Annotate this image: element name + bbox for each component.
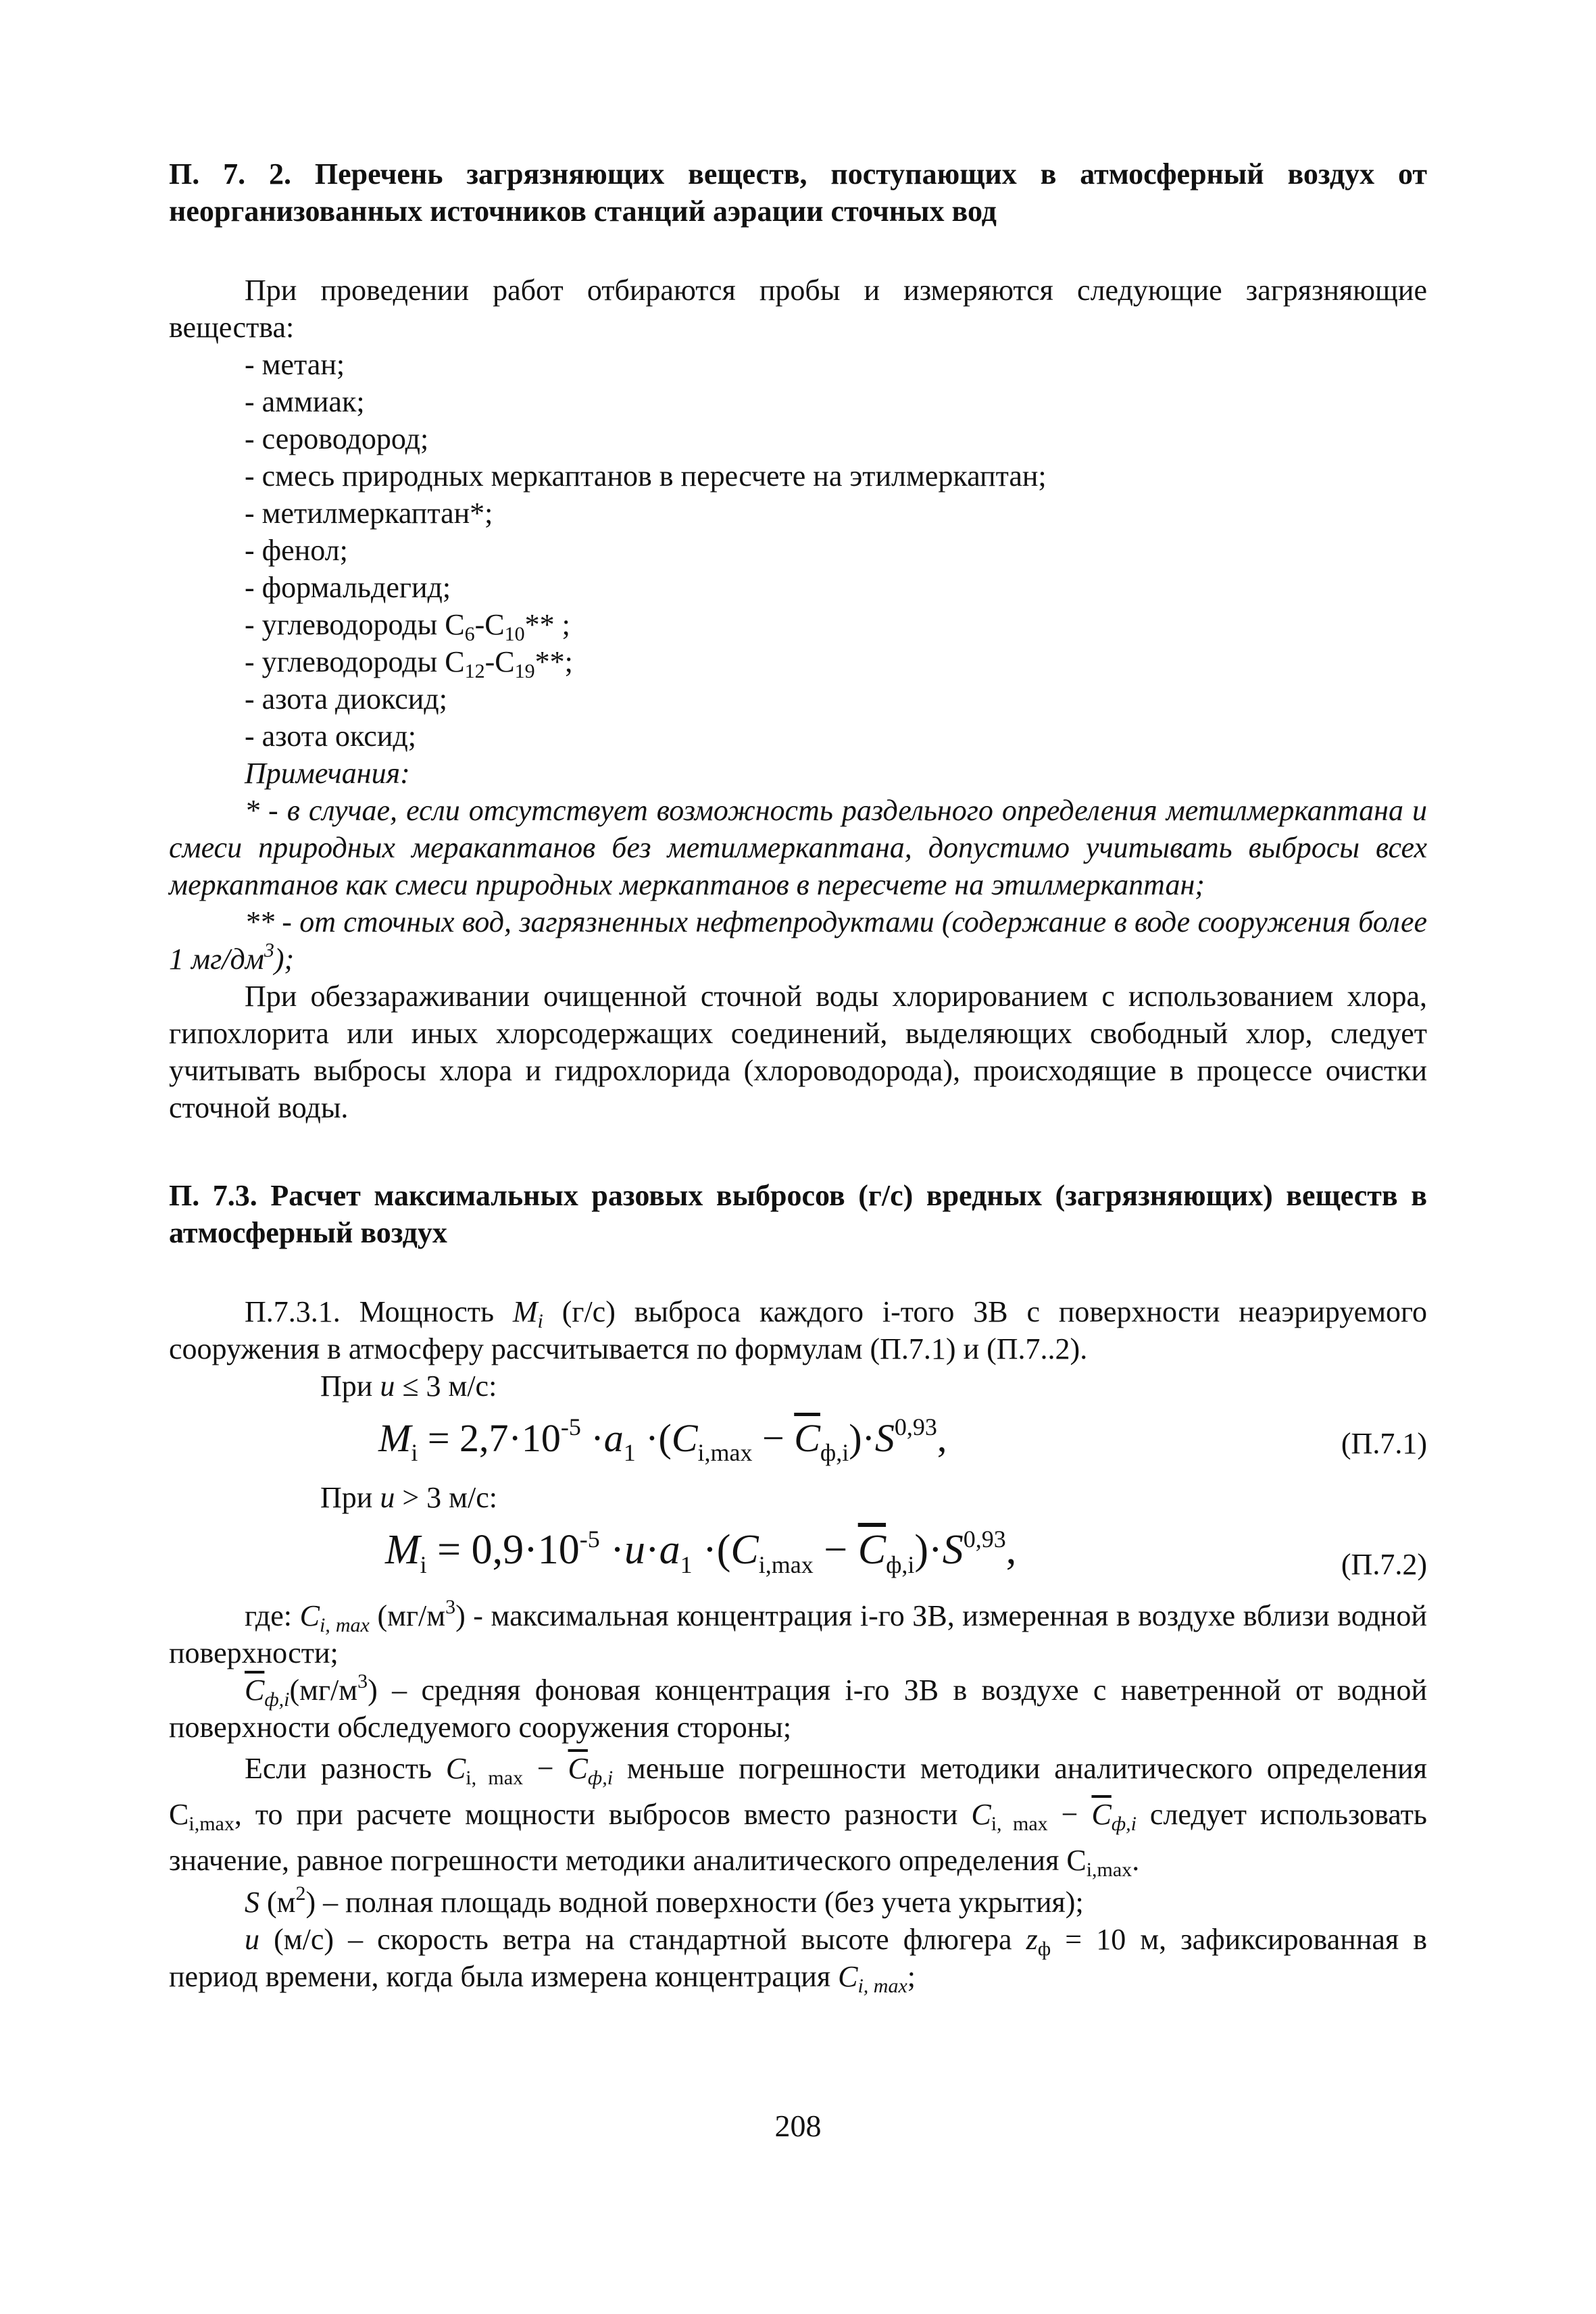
list-item: - фенол; [245, 534, 348, 567]
list-item-hydrocarbons-c6-c10: - углеводороды $С_6-С_{10}**$ ; [245, 608, 570, 645]
formula-7-1-expression: $M_i = 2,7\cdot 10^{-5} \cdot a_1 \cdot(C_{i,max} - \overline{C}_{ф,i})\cdot S^{0,93}$, [378, 1413, 947, 1466]
note-2: ** - от сточных вод, загрязненных нефтепродуктами (содержание в воде сооружения более 1 $мг/дм^3$); [169, 905, 1427, 976]
difference-paragraph: Если разность $C_{i, max} - \overline{C}_{ф,i}$ меньше погрешности методики аналитического определения $С_{i,max}$, то при расчете мощности выбросов вместо разности $C_{i, max} - \overline{C}_{ф,i}$ следует использовать значение, равное погрешности методики аналитического определения $С_{i,max}$. [169, 1752, 1427, 1881]
background-concentration-paragraph: $\overline{C}_{ф,i}(мг/м^3)$ – средняя фоновая концентрация i-го ЗВ в воздухе с наветренной от водной поверхности обследуемого сооружения стороны; [169, 1670, 1427, 1744]
list-item: - метилмеркаптан*; [245, 497, 493, 530]
page-content [169, 155, 1427, 1995]
list-item: - сероводород; [245, 422, 429, 455]
list-item-hydrocarbons-c12-c19: - углеводороды $С_{12}-С_{19}**$; [245, 645, 573, 682]
pollutant-list [169, 346, 1427, 755]
formula-7-1 [169, 1405, 1427, 1479]
chlorine-paragraph: При обеззараживании очищенной сточной воды хлорированием с использованием хлора, гипохлорита или иных хлорсодержащих соединений, выделяющих свободный хлор, следует учитывать выбросы хлора и гидрохлорида (хлороводорода), происходящие в процессе очистки сточной воды. [169, 980, 1427, 1124]
page-number: 208 [774, 2109, 822, 2143]
power-paragraph: П.7.3.1. Мощность $M_i$ (г/с) выброса каждого i-того ЗВ с поверхности неаэрируемого сооружения в атмосферу рассчитывается по формулам (П.7.1) и (П.7..2). [169, 1295, 1427, 1365]
condition-2: При u > 3 м/с: [320, 1481, 497, 1514]
list-item: - смесь природных меркаптанов в пересчете на этилмеркаптан; [245, 459, 1047, 493]
formula-7-2-number: (П.7.2) [1341, 1548, 1427, 1581]
wind-speed-definition: u (м/с) – скорость ветра на стандартной высоте флюгера $z_ф = 10$ м, зафиксированная в период времени, когда была измерена концентрация $C_{i, max}$; [169, 1923, 1427, 1997]
formula-7-2 [169, 1516, 1427, 1597]
formula-7-1-number: (П.7.1) [1341, 1427, 1427, 1460]
list-item: - азота диоксид; [245, 682, 447, 715]
list-item: - формальдегид; [245, 571, 451, 604]
list-item: - метан; [245, 348, 345, 381]
area-definition: S $(м^2)$ – полная площадь водной поверхности (без учета укрытия); [245, 1882, 1084, 1919]
notes-heading: Примечания: [245, 757, 410, 790]
section-title-7-2: П. 7. 2. Перечень загрязняющих веществ, поступающих в атмосферный воздух от неорганизованных источников станций аэрации сточных вод [169, 157, 1427, 228]
intro-paragraph: При проведении работ отбираются пробы и измеряются следующие загрязняющие вещества: [169, 274, 1427, 344]
where-paragraph: где: $C_{i, max}$ $(мг/м^3)$ - максимальная концентрация i-го ЗВ, измеренная в воздухе вблизи водной поверхности; [169, 1596, 1427, 1669]
list-item: - азота оксид; [245, 720, 416, 753]
list-item: - аммиак; [245, 385, 365, 418]
formula-7-2-expression: $M_i = 0,9\cdot 10^{-5} \cdot u\cdot a_1 \cdot(C_{i,max} - \overline{C}_{ф,i})\cdot S^{0,93}$, [385, 1526, 1017, 1578]
section-title-7-3: П. 7.3. Расчет максимальных разовых выбросов (г/с) вредных (загрязняющих) веществ в атмосферный воздух [169, 1179, 1427, 1249]
note-1: * - в случае, если отсутствует возможность раздельного определения метилмеркаптана и смеси природных меракаптанов без метилмеркаптана, допустимо учитывать выбросы всех меркаптанов как смеси природных меркаптанов в пересчете на этилмеркаптан; [169, 794, 1427, 901]
condition-1: При u ≤ 3 м/с: [320, 1369, 497, 1403]
